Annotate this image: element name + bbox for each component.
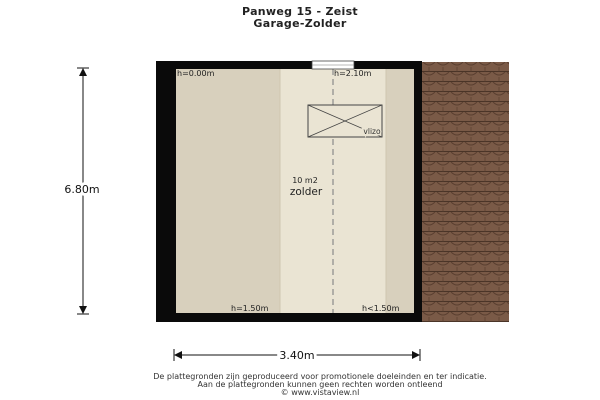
hatch-label: vlizo	[363, 127, 381, 136]
roof-tiles	[422, 62, 509, 322]
bottom-left-height-label: h=1.50m	[231, 304, 269, 313]
height-dimension-label: 6.80m	[64, 183, 100, 196]
bottom-right-height-label: h<1.50m	[362, 304, 400, 313]
floor-title: Garage-Zolder	[253, 17, 347, 30]
floor-right-zone	[386, 69, 414, 313]
height-arrow-bottom	[79, 306, 87, 314]
width-dimension-label: 3.40m	[279, 349, 315, 362]
address-title: Panweg 15 - Zeist	[242, 5, 358, 18]
height-arrow-top	[79, 68, 87, 76]
copyright-link[interactable]: © www.vistaview.nl	[280, 388, 360, 397]
disclaimer-line-1: De plattegronden zijn geproduceerd voor promotionele doeleinden en ter indicatie.	[153, 372, 487, 381]
top-left-height-label: h=0.00m	[177, 69, 215, 78]
width-arrow-left	[174, 351, 182, 359]
room-area-label: 10 m2	[292, 176, 318, 185]
room-name-label: zolder	[289, 186, 323, 198]
top-right-height-label: h=2.10m	[334, 69, 372, 78]
disclaimer-line-2: Aan de plattegronden kunnen geen rechten worden ontleend	[197, 380, 443, 389]
width-arrow-right	[412, 351, 420, 359]
floor-left-zone	[176, 69, 280, 313]
